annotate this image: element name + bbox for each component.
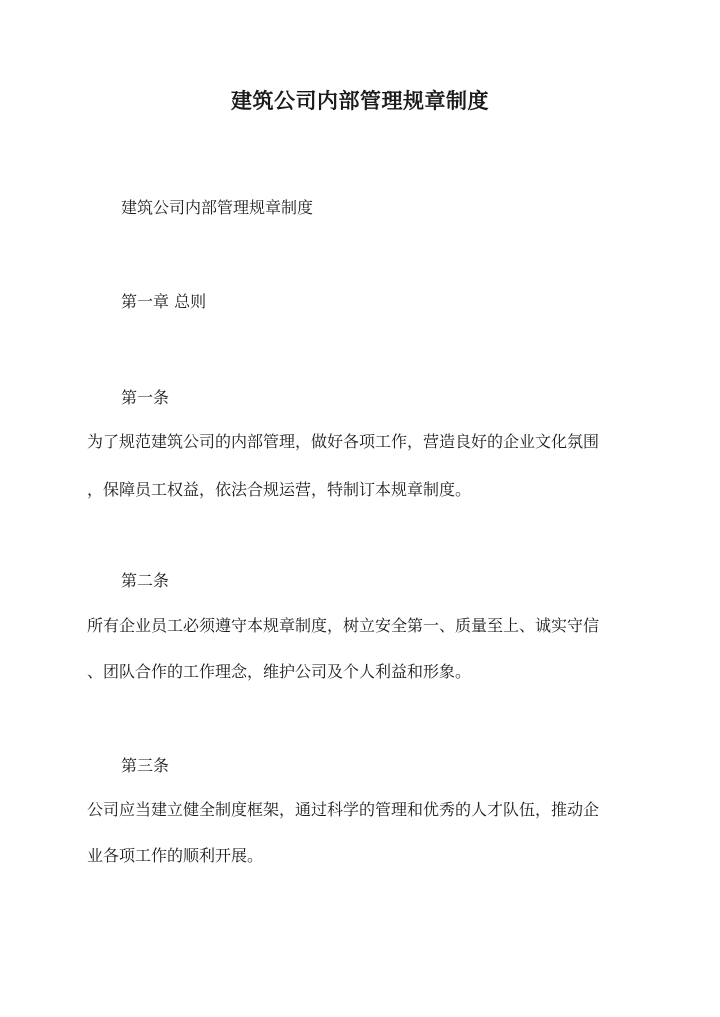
article-3-line-2: 业各项工作的顺利开展。: [87, 846, 264, 865]
chapter-heading: 第一章 总则: [121, 292, 207, 311]
article-3-line-1: 公司应当建立健全制度框架，通过科学的管理和优秀的人才队伍，推动企: [87, 800, 600, 819]
document-subtitle: 建筑公司内部管理规章制度: [121, 198, 314, 217]
page-title: 建筑公司内部管理规章制度: [231, 88, 489, 113]
article-1-heading: 第一条: [121, 388, 170, 407]
article-2-heading: 第二条: [121, 571, 170, 590]
article-1-line-2: ，保障员工权益，依法合规运营，特制订本规章制度。: [87, 480, 472, 499]
article-2-line-2: 、团队合作的工作理念，维护公司及个人利益和形象。: [87, 662, 472, 681]
article-1-line-1: 为了规范建筑公司的内部管理，做好各项工作，营造良好的企业文化氛围: [87, 432, 600, 451]
article-2-line-1: 所有企业员工必须遵守本规章制度，树立安全第一、质量至上、诚实守信: [87, 616, 600, 635]
article-3-heading: 第三条: [121, 756, 170, 775]
